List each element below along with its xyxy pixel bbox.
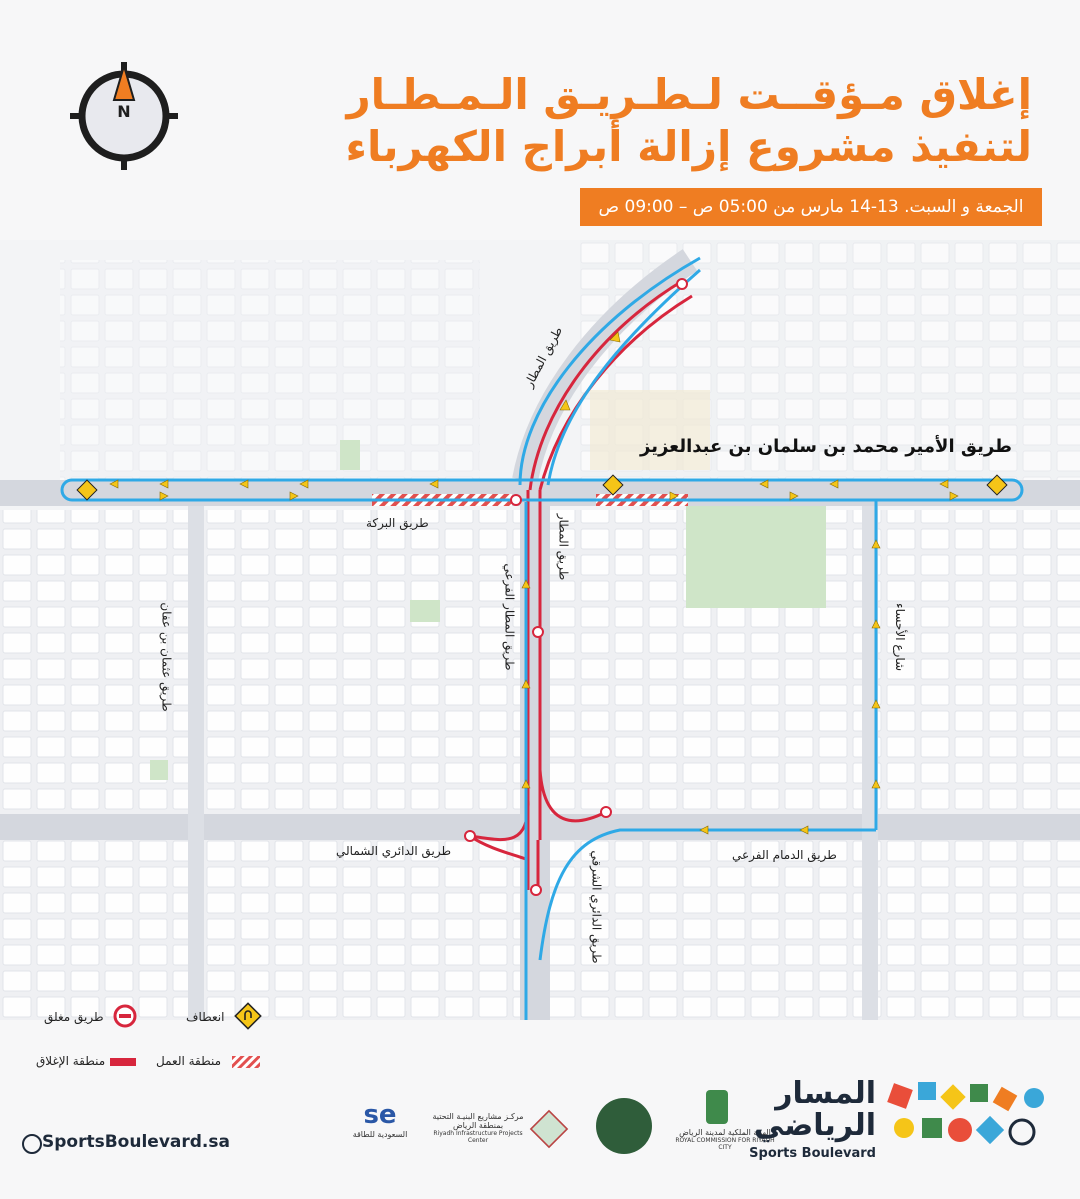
police-emblem <box>596 1098 652 1154</box>
label-northern-ring-road: طريق الدائري الشمالي <box>336 844 452 858</box>
brand-logo <box>749 1078 876 1161</box>
compass-north-label: N <box>117 102 131 121</box>
website-link[interactable]: SportsBoulevard.sa <box>42 1132 230 1152</box>
legend-u-turn: انعطاف <box>186 1010 225 1024</box>
brand-name-line2: الرياضي <box>753 1108 876 1143</box>
u-turn-legend-icon <box>234 1002 262 1030</box>
rcrc-palm-logo <box>706 1090 728 1124</box>
sports-boulevard-emblem <box>884 1078 1054 1158</box>
label-airport-road-south: طريق المطار <box>556 513 571 581</box>
globe-icon <box>22 1134 42 1154</box>
label-prince-mohammed-road: طريق الأمير محمد بن سلمان بن عبدالعزيز <box>640 436 1013 457</box>
label-baraka-road: طريق البركة <box>366 516 429 530</box>
schedule-badge: الجمعة و السبت. 13-14 مارس من 05:00 ص – 09:00 ص <box>580 188 1042 226</box>
compass-icon <box>68 60 180 172</box>
closure-zone-legend-icon <box>110 1058 136 1066</box>
partner-ripc <box>430 1112 526 1144</box>
label-airport-service-road: طريق المطار الفرعي <box>502 563 517 671</box>
legend-closure-zone: منطقة الإغلاق <box>36 1054 106 1068</box>
label-airport-road-north: طريق المطار <box>521 324 566 390</box>
brand-name-en: Sports Boulevard <box>749 1146 876 1161</box>
map-area <box>0 240 1080 1020</box>
partner-se <box>342 1100 418 1139</box>
label-uthman-road: طريق عثمان بن عفان <box>159 602 174 712</box>
se-logo: se <box>363 1100 397 1130</box>
partner-rcrc-en: ROYAL COMMISSION FOR RIYADH CITY <box>675 1137 775 1151</box>
closed-road-legend-icon <box>112 1003 138 1029</box>
park-area <box>410 600 440 622</box>
label-eastern-ring-road: طريق الدائري الشرقي <box>589 850 604 964</box>
legend-closed-road: طريق مغلق <box>44 1010 104 1024</box>
page-title-line1: إغلاق مـؤقــت لـطـريـق الـمـطـار <box>346 70 1032 119</box>
park-area <box>150 760 168 780</box>
partner-rcrc-name: الهيئة الملكية لمدينة الرياض <box>679 1128 771 1137</box>
ripc-logo <box>530 1110 568 1148</box>
legend-work-zone: منطقة العمل <box>156 1054 222 1068</box>
label-eastern-street: شارع الأحساء <box>893 602 908 672</box>
brand-name-line1: المسار <box>775 1076 876 1111</box>
label-dammam-service-road: طريق الدمام الفرعي <box>732 848 837 862</box>
park-area <box>686 498 826 608</box>
partner-ripc-name: مركـز مشاريع البنيـة التحتية بمنطقة الرياض <box>432 1112 524 1130</box>
park-area <box>340 440 360 470</box>
partner-ripc-en: Riyadh Infrastructure Projects Center <box>433 1130 523 1144</box>
partner-se-name: السعودية للطاقة <box>352 1130 408 1139</box>
page-title-line2: لتنفيذ مشروع إزالة أبراج الكهرباء <box>345 122 1032 171</box>
work-zone-legend-icon <box>232 1056 260 1068</box>
